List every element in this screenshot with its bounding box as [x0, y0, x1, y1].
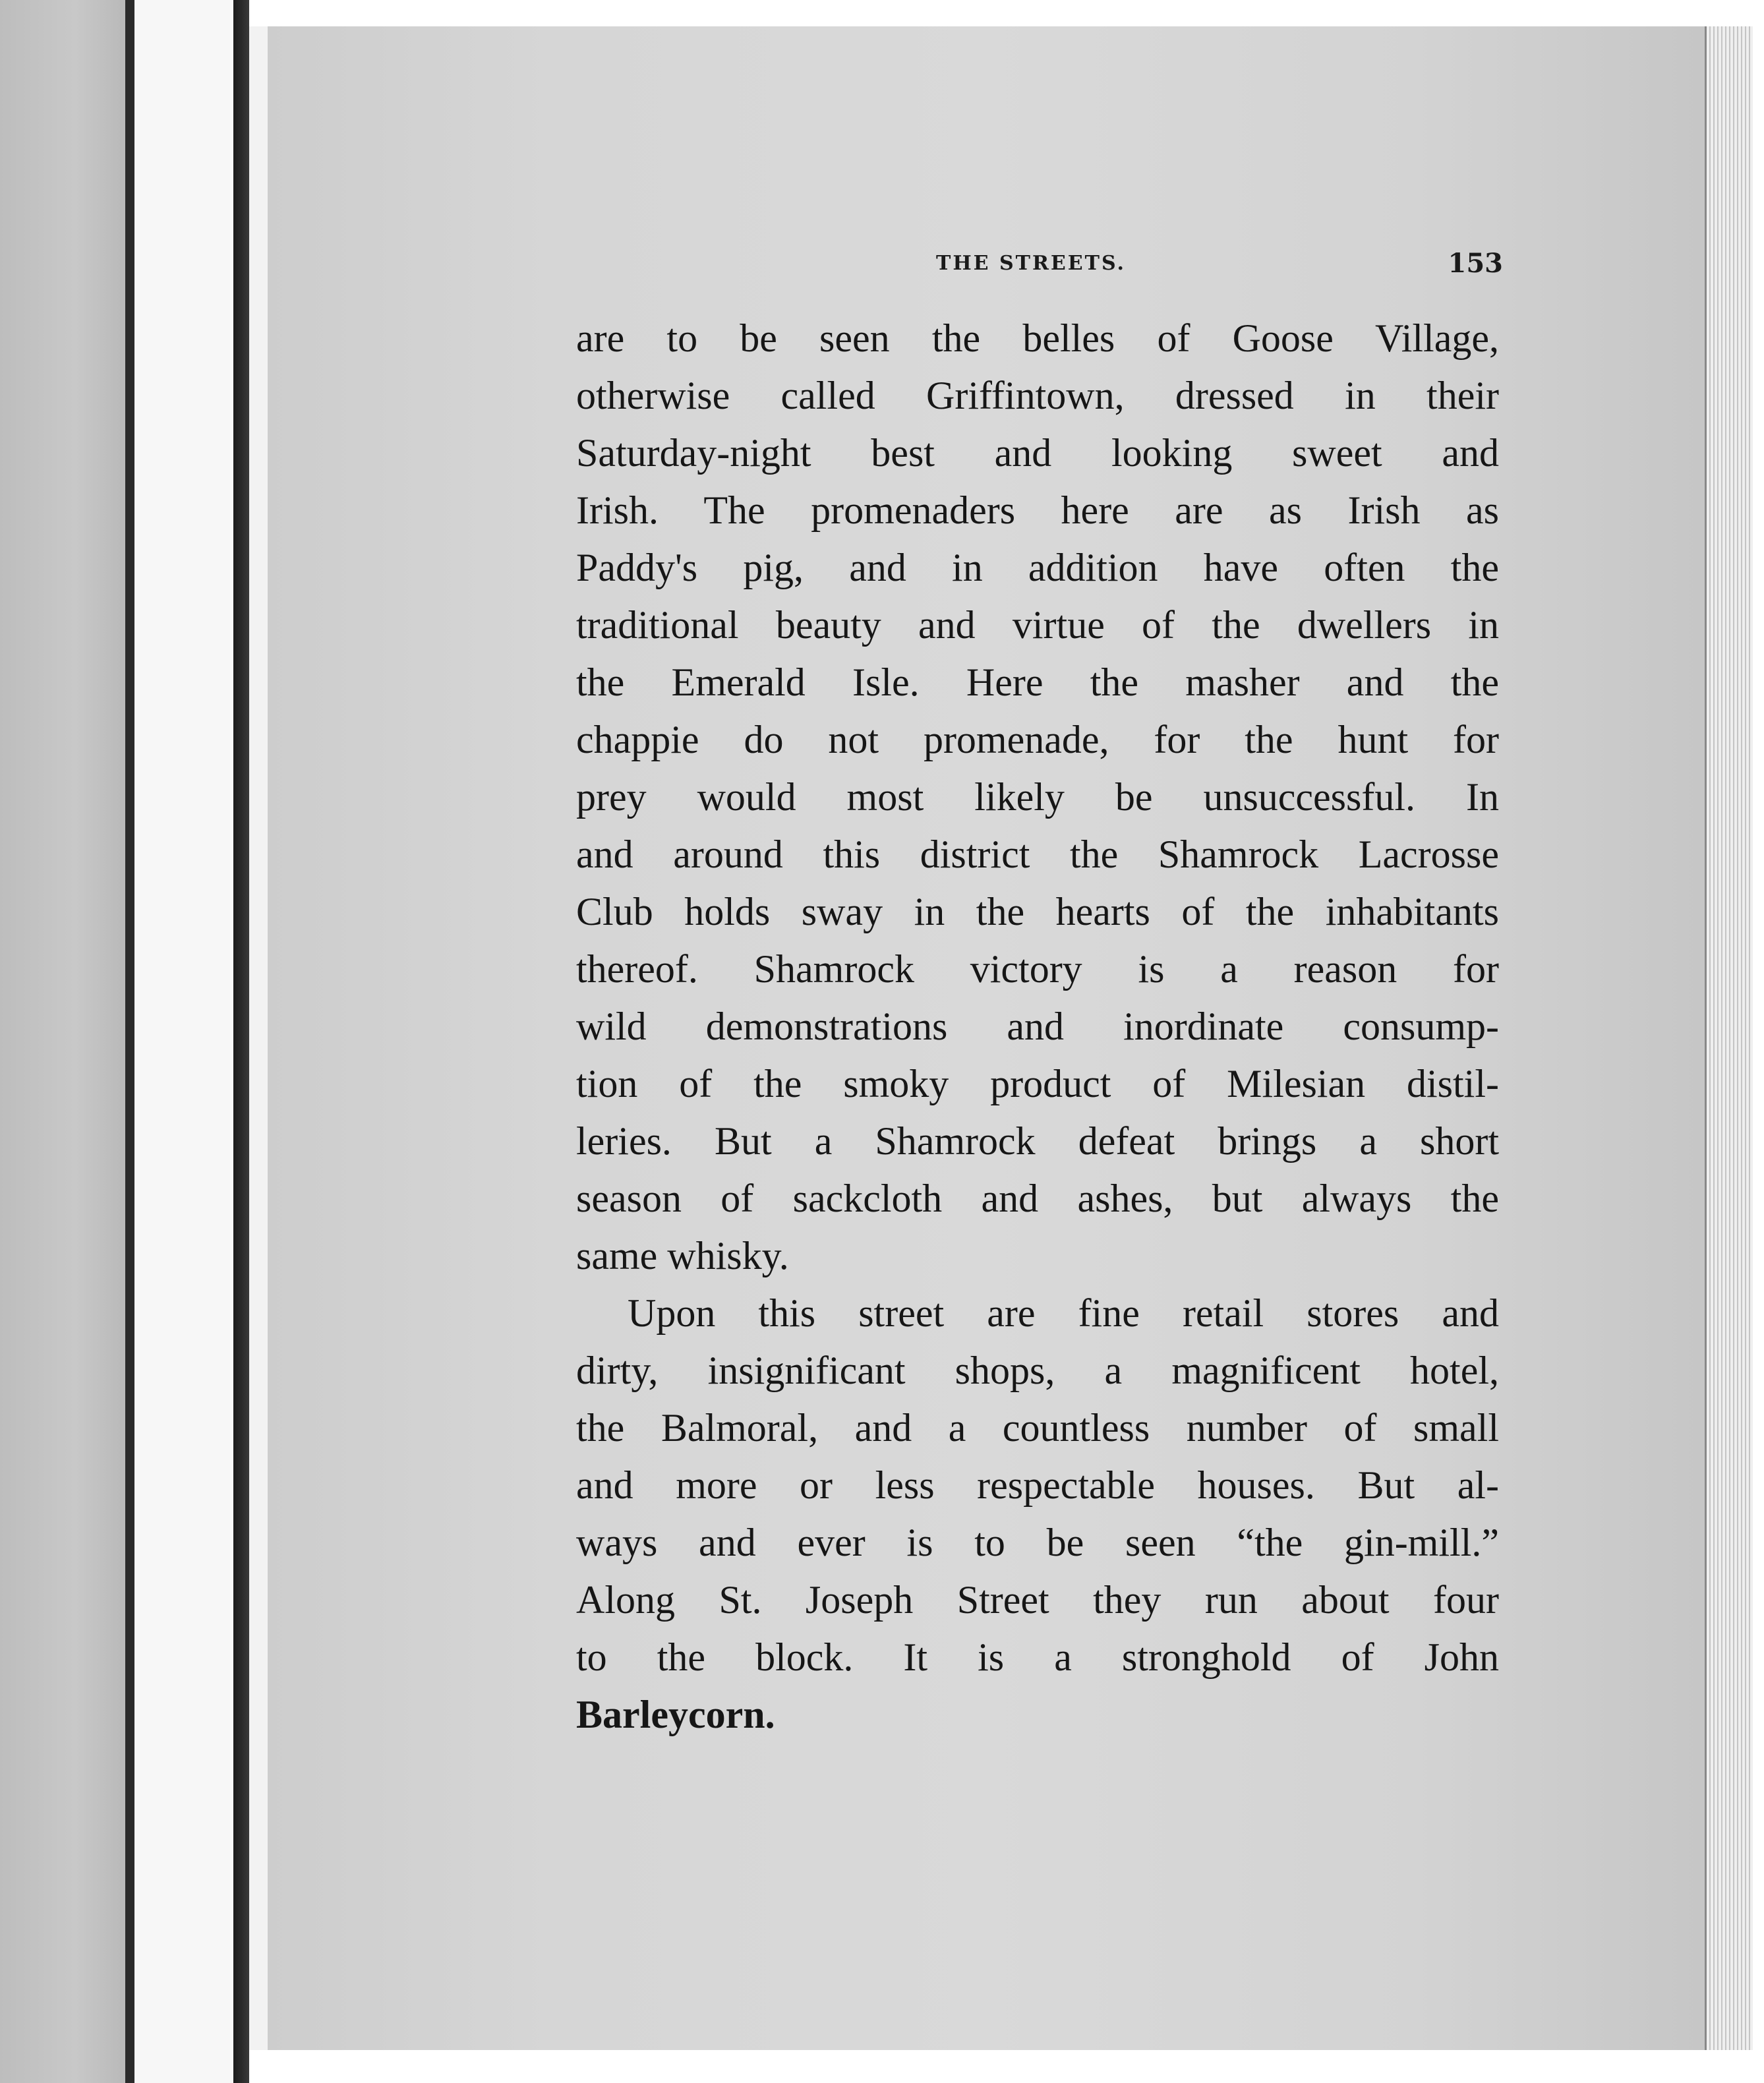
text-line: chappie do not promenade, for the hunt for [576, 718, 1499, 761]
body-text [576, 310, 1499, 1744]
text-line: traditional beauty and virtue of the dwellers in [576, 603, 1499, 647]
text-line: dirty, insignificant shops, a magnificent hotel, [576, 1349, 1499, 1392]
text-line: prey would most likely be unsuccessful. In [576, 775, 1499, 819]
text-line: Irish. The promenaders here are as Irish as [576, 488, 1499, 532]
paragraph-2 [576, 1285, 1499, 1744]
text-line: Paddy's pig, and in addition have often the [576, 546, 1499, 589]
text-line: tion of the smoky product of Milesian distil- [576, 1062, 1499, 1105]
text-line: the Emerald Isle. Here the masher and the [576, 660, 1499, 704]
text-line: to the block. It is a stronghold of John [576, 1635, 1499, 1679]
paragraph-1 [576, 310, 1499, 1285]
text-line: are to be seen the belles of Goose Village, [576, 316, 1499, 360]
left-page-edge [0, 0, 125, 2083]
text-line: otherwise called Griffintown, dressed in their [576, 374, 1499, 417]
text-line: leries. But a Shamrock defeat brings a short [576, 1119, 1499, 1163]
text-line: Saturday-night best and looking sweet and [576, 431, 1499, 475]
text-line: ways and ever is to be seen “the gin-mill.” [576, 1521, 1499, 1564]
text-line: and more or less respectable houses. But al- [576, 1463, 1499, 1507]
text-line: and around this district the Shamrock Lacrosse [576, 833, 1499, 876]
page-header [936, 248, 1503, 291]
text-line: wild demonstrations and inordinate consump- [576, 1005, 1499, 1048]
text-line: Along St. Joseph Street they run about four [576, 1578, 1499, 1622]
text-line: Barleycorn. [576, 1693, 775, 1736]
running-head: THE STREETS. [936, 252, 1126, 275]
text-line: thereof. Shamrock victory is a reason for [576, 947, 1499, 991]
text-line: the Balmoral, and a countless number of small [576, 1406, 1499, 1450]
text-line: Club holds sway in the hearts of the inhabitants [576, 890, 1499, 933]
text-line: Upon this street are fine retail stores and [628, 1291, 1499, 1335]
book-binding [233, 0, 249, 2083]
page-number: 153 [1448, 248, 1503, 279]
left-page-shadow [125, 0, 134, 2083]
page-gutter [249, 26, 268, 2050]
page-stack-edge [1705, 26, 1753, 2050]
left-page-margin [134, 0, 233, 2083]
text-line: same whisky. [576, 1234, 789, 1277]
text-line: season of sackcloth and ashes, but always the [576, 1177, 1499, 1220]
